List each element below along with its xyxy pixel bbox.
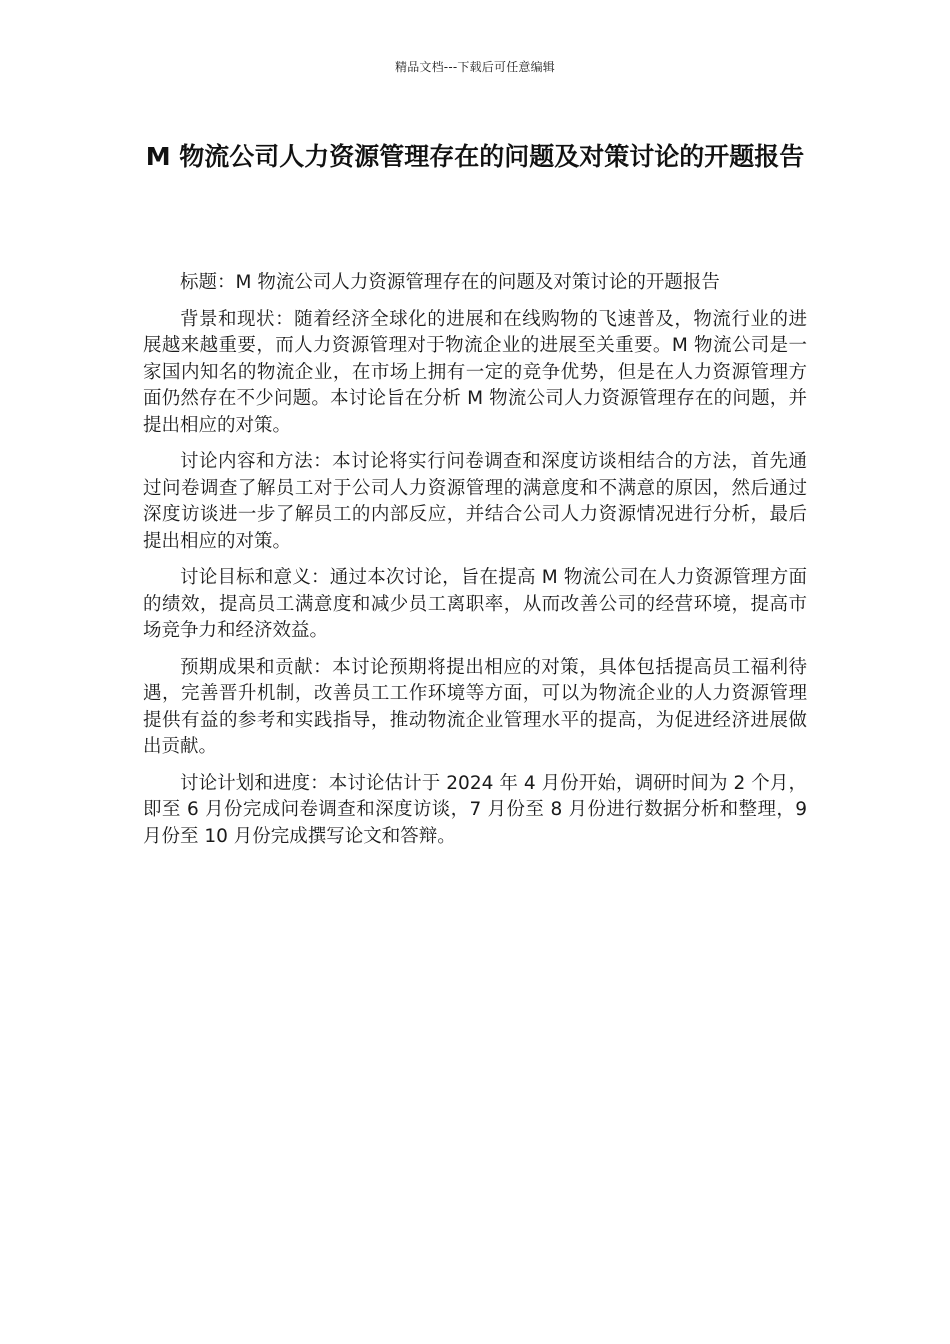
paragraph-background: 背景和现状：随着经济全球化的进展和在线购物的飞速普及，物流行业的进展越来越重要，而人力资源管理对于物流企业的进展至关重要。M 物流公司是一家国内知名的物流企业，在市场上拥有一定的竞争优势，但是在人力资源管理方面仍然存在不少问题。本讨论旨在分析 M 物流公司人力资源管理存在的问题，并提出相应的对策。 <box>143 308 807 436</box>
document-body <box>143 270 807 860</box>
document-title: M 物流公司人力资源管理存在的问题及对策讨论的开题报告 <box>145 142 805 171</box>
paragraph-content-method: 讨论内容和方法：本讨论将实行问卷调查和深度访谈相结合的方法，首先通过问卷调查了解员工对于公司人力资源管理的满意度和不满意的原因，然后通过深度访谈进一步了解员工的内部反应，并结合公司人力资源情况进行分析，最后提出相应的对策。 <box>143 451 807 552</box>
paragraph-goals: 讨论目标和意义：通过本次讨论，旨在提高 M 物流公司在人力资源管理方面的绩效，提高员工满意度和减少员工离职率，从而改善公司的经营环境，提高市场竞争力和经济效益。 <box>143 567 807 641</box>
paragraph-schedule: 讨论计划和进度：本讨论估计于 2024 年 4 月份开始，调研时间为 2 个月，即至 6 月份完成问卷调查和深度访谈，7 月份至 8 月份进行数据分析和整理，9 月份至 10 月份完成撰写论文和答辩。 <box>143 772 807 847</box>
paragraph-outcomes: 预期成果和贡献：本讨论预期将提出相应的对策，具体包括提高员工福利待遇，完善晋升机制，改善员工工作环境等方面，可以为物流企业的人力资源管理提供有益的参考和实践指导，推动物流企业管理水平的提高，为促进经济进展做出贡献。 <box>143 656 807 757</box>
paragraph-title-line: 标题：M 物流公司人力资源管理存在的问题及对策讨论的开题报告 <box>180 272 720 293</box>
header-note: 精品文档---下载后可任意编辑 <box>395 60 555 74</box>
